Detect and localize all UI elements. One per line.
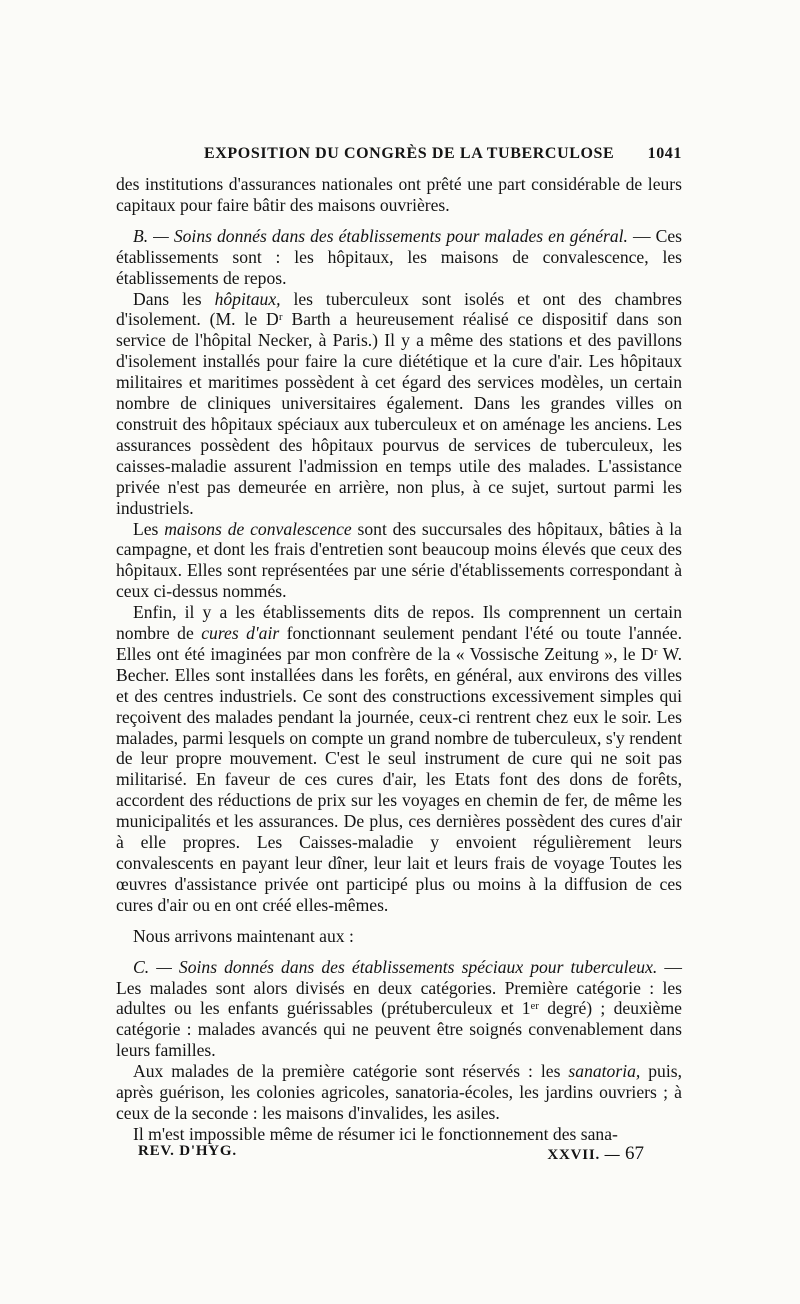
- paragraph: [116, 519, 682, 603]
- text-run: Il m'est impossible même de résumer ici le fonctionnement des sana-: [133, 1123, 618, 1144]
- text-run: les tuberculeux sont isolés et ont des chambres d'isolement. (M. le Dʳ Barth a heureusement réalisé ce dispositif dans son service de l'hôpital Necker, à Paris.) Il y a même des stations et des pavillons d'isolement installés pour faire la cure diététique et la cure d'air. Les hôpitaux militaires et maritimes possèdent à cet égard des services modèles, un certain nombre de cliniques universitaires également. Dans les grandes villes on construit des hôpitaux spéciaux aux tuberculeux et on aménage les anciens. Les assurances possèdent des hôpitaux pourvus de services de tuberculeux, les caisses-maladie assurent l'admission en temps utile des malades. L'assistance privée n'est pas demeurée en arrière, non plus, à ce sujet, surtout parmi les industriels.: [116, 288, 682, 518]
- paragraph: [116, 174, 682, 216]
- paragraph: [116, 602, 682, 916]
- italic-text: hôpitaux,: [214, 288, 281, 309]
- text-run: — Les malades sont alors divisés en deux catégories. Première catégorie : les adultes ou les enfants guérissables (prétuberculeux et 1ᵉʳ degré) ; deuxième catégorie : malades avancés qui ne peuvent être soignés convenablement dans leurs familles.: [116, 956, 682, 1061]
- running-title: EXPOSITION DU CONGRÈS DE LA TUBERCULOSE: [204, 145, 615, 162]
- text-run: puis, après guérison, les colonies agricoles, sanatoria-écoles, les jardins ouvriers ; à ceux de la seconde : les maisons d'invalides, les asiles.: [116, 1061, 682, 1123]
- signature-mark: [547, 1143, 644, 1165]
- text-run: sont des succursales des hôpitaux, bâties à la campagne, et dont les frais d'entretien sont beaucoup moins élevés que ceux des hôpitaux. Elles sont représentées par une série d'établissements correspondant à ceux ci-dessus nommés.: [116, 518, 682, 602]
- italic-text: maisons de convalescence: [164, 518, 352, 539]
- italic-text: cures d'air: [201, 623, 280, 644]
- paragraph: [116, 926, 682, 947]
- signature-number: 67: [625, 1143, 644, 1164]
- text-run: Dans les: [133, 288, 215, 309]
- text-run: Les: [133, 518, 165, 539]
- journal-abbreviation: REV. D'HYG.: [138, 1143, 237, 1159]
- text-run: — Ces établissements sont : les hôpitaux, les maisons de convalescence, les établissements de repos.: [116, 225, 682, 288]
- signature-dash: —: [604, 1147, 621, 1163]
- italic-text: C. — Soins donnés dans des établissements spéciaux pour tuberculeux.: [133, 956, 658, 977]
- italic-text: B. — Soins donnés dans des établissements pour malades en général.: [133, 225, 628, 246]
- volume-number: XXVII.: [547, 1147, 601, 1163]
- text-run: Enfin, il y a les établissements dits de repos. Ils comprennent un certain nombre de: [116, 602, 682, 644]
- text-run: Nous arrivons maintenant aux :: [133, 925, 354, 946]
- page-number: 1041: [647, 145, 682, 162]
- paragraph: [116, 1061, 682, 1124]
- paragraph: [116, 226, 682, 289]
- text-run: des institutions d'assurances nationales ont prêté une part considérable de leurs capitaux pour faire bâtir des maisons ouvrières.: [116, 174, 682, 215]
- paragraph: [116, 957, 682, 1062]
- text-run: Aux malades de la première catégorie sont réservés : les: [133, 1061, 569, 1082]
- paragraph: [116, 1124, 682, 1145]
- body-text: [116, 174, 682, 1145]
- italic-text: sanatoria,: [568, 1061, 641, 1082]
- text-run: fonctionnant seulement pendant l'été ou toute l'année. Elles ont été imaginées par mon confrère de la « Vossische Zeitung », le Dʳ W. Becher. Elles sont installées dans les forêts, en général, aux environs des villes et des centres industriels. Ce sont des constructions excessivement simples qui reçoivent des malades pendant la journée, ceux-ci rentrent chez eux le soir. Les malades, parmi lesquels on compte un grand nombre de tuberculeux, s'y rendent de leur propre mouvement. C'est le seul instrument de cure qui ne soit pas militarisé. En faveur de ces cures d'air, les Etats font des dons de forêts, accordent des réductions de prix sur les voyages en chemin de fer, de même les municipalités et les assurances. De plus, ces dernières possèdent des cures d'air à elle propres. Les Caisses-maladie y envoient régulièrement leurs convalescents en payant leur dîner, leur lait et leurs frais de voyage Toutes les œuvres d'assistance privée ont participé plus ou moins à la diffusion de ces cures d'air ou en ont créé elles-mêmes.: [116, 623, 682, 915]
- paragraph: [116, 289, 682, 519]
